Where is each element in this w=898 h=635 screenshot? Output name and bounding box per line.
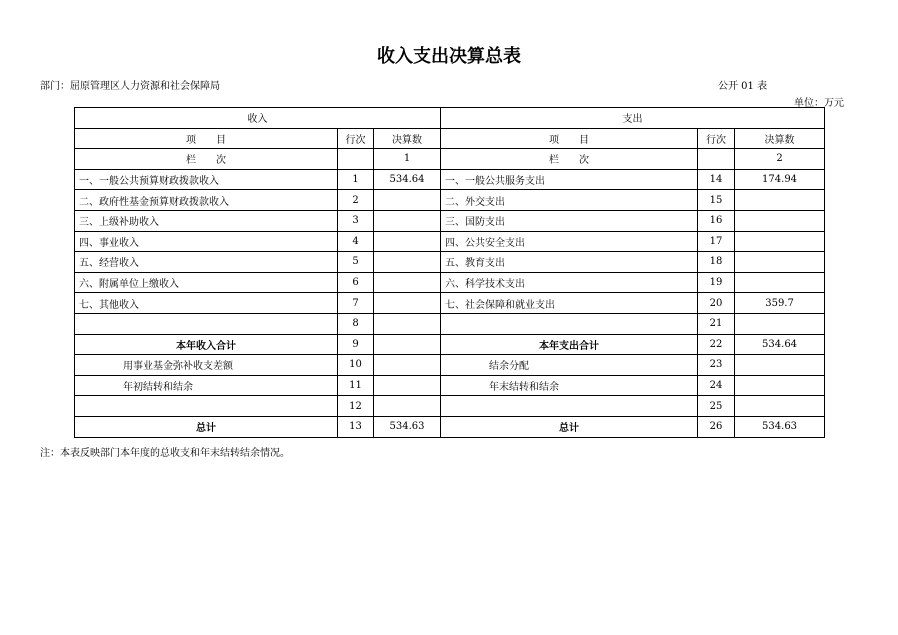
income-item: 三、上级补助收入 <box>75 210 338 231</box>
expense-amount: 534.63 <box>735 416 825 437</box>
table-row <box>75 190 825 211</box>
expense-item: 结余分配 <box>441 355 698 376</box>
expense-item: 七、社会保障和就业支出 <box>441 293 698 314</box>
income-item <box>75 313 338 334</box>
table-row <box>75 231 825 252</box>
income-item: 四、事业收入 <box>75 231 338 252</box>
income-item: 五、经营收入 <box>75 252 338 273</box>
table-row <box>75 375 825 396</box>
income-item: 七、其他收入 <box>75 293 338 314</box>
income-row-number: 1 <box>338 169 374 190</box>
income-amount <box>374 252 441 273</box>
expense-column-number: 2 <box>735 149 825 170</box>
income-row-number: 9 <box>338 334 374 355</box>
expense-row-number: 26 <box>698 416 735 437</box>
expense-amount <box>735 272 825 293</box>
income-amount <box>374 355 441 376</box>
income-column-number: 1 <box>374 149 441 170</box>
income-item: 用事业基金弥补收支差额 <box>75 355 338 376</box>
income-amount <box>374 190 441 211</box>
expense-row-number: 21 <box>698 313 735 334</box>
income-row-number: 10 <box>338 355 374 376</box>
expense-amount <box>735 355 825 376</box>
income-item-header: 项 目 <box>75 128 338 149</box>
expense-amount: 359.7 <box>735 293 825 314</box>
income-amount: 534.64 <box>374 169 441 190</box>
table-row <box>75 272 825 293</box>
expense-row-number: 24 <box>698 375 735 396</box>
expense-item: 三、国防支出 <box>441 210 698 231</box>
expense-amount <box>735 396 825 417</box>
income-row-number: 8 <box>338 313 374 334</box>
income-item: 本年收入合计 <box>75 334 338 355</box>
income-item: 六、附属单位上缴收入 <box>75 272 338 293</box>
table-row <box>75 313 825 334</box>
expense-amount <box>735 375 825 396</box>
expense-item: 一、一般公共服务支出 <box>441 169 698 190</box>
income-row-no-header: 行次 <box>338 128 374 149</box>
income-section-header: 收入 <box>75 108 441 129</box>
expense-row-number: 15 <box>698 190 735 211</box>
expense-column-label: 栏 次 <box>441 149 698 170</box>
income-item: 二、政府性基金预算财政拨款收入 <box>75 190 338 211</box>
expense-item: 本年支出合计 <box>441 334 698 355</box>
income-amount: 534.63 <box>374 416 441 437</box>
footnote: 注：本表反映部门本年度的总收支和年末结转结余情况。 <box>40 448 290 459</box>
page-title: 收入支出决算总表 <box>377 46 521 67</box>
income-item: 年初结转和结余 <box>75 375 338 396</box>
income-amount <box>374 210 441 231</box>
table-row <box>75 334 825 355</box>
expense-row-number: 19 <box>698 272 735 293</box>
expense-row-number: 22 <box>698 334 735 355</box>
expense-item: 年末结转和结余 <box>441 375 698 396</box>
expense-row-number: 20 <box>698 293 735 314</box>
income-item: 一、一般公共预算财政拨款收入 <box>75 169 338 190</box>
column-header-row <box>75 128 825 149</box>
income-amount <box>374 293 441 314</box>
expense-item: 五、教育支出 <box>441 252 698 273</box>
income-row-number: 4 <box>338 231 374 252</box>
income-row-number: 11 <box>338 375 374 396</box>
income-amount <box>374 231 441 252</box>
table-row <box>75 355 825 376</box>
expense-item: 四、公共安全支出 <box>441 231 698 252</box>
column-number-row <box>75 149 825 170</box>
income-amount-header: 决算数 <box>374 128 441 149</box>
expense-column-blank <box>698 149 735 170</box>
department-label: 部门：屈原管理区人力资源和社会保障局 <box>40 81 220 92</box>
expense-row-number: 16 <box>698 210 735 231</box>
income-row-number: 13 <box>338 416 374 437</box>
income-amount <box>374 396 441 417</box>
section-header-row <box>75 108 825 129</box>
income-row-number: 6 <box>338 272 374 293</box>
expense-amount: 174.94 <box>735 169 825 190</box>
expense-item: 二、外交支出 <box>441 190 698 211</box>
summary-table <box>74 107 825 438</box>
income-column-blank <box>338 149 374 170</box>
table-row <box>75 396 825 417</box>
income-item: 总计 <box>75 416 338 437</box>
expense-row-no-header: 行次 <box>698 128 735 149</box>
expense-amount <box>735 190 825 211</box>
form-number: 公开 01 表 <box>718 81 768 92</box>
expense-row-number: 23 <box>698 355 735 376</box>
income-column-label: 栏 次 <box>75 149 338 170</box>
expense-amount <box>735 252 825 273</box>
expense-amount: 534.64 <box>735 334 825 355</box>
income-amount <box>374 313 441 334</box>
table-row <box>75 210 825 231</box>
expense-amount <box>735 210 825 231</box>
income-row-number: 5 <box>338 252 374 273</box>
expense-item-header: 项 目 <box>441 128 698 149</box>
income-row-number: 7 <box>338 293 374 314</box>
income-row-number: 3 <box>338 210 374 231</box>
expense-section-header: 支出 <box>441 108 825 129</box>
income-row-number: 12 <box>338 396 374 417</box>
table-row <box>75 252 825 273</box>
expense-row-number: 25 <box>698 396 735 417</box>
expense-amount <box>735 231 825 252</box>
expense-item <box>441 313 698 334</box>
expense-row-number: 17 <box>698 231 735 252</box>
income-amount <box>374 272 441 293</box>
expense-row-number: 14 <box>698 169 735 190</box>
income-amount <box>374 375 441 396</box>
expense-item: 总计 <box>441 416 698 437</box>
expense-item <box>441 396 698 417</box>
expense-amount <box>735 313 825 334</box>
table-row <box>75 416 825 437</box>
income-row-number: 2 <box>338 190 374 211</box>
expense-row-number: 18 <box>698 252 735 273</box>
expense-amount-header: 决算数 <box>735 128 825 149</box>
table-row <box>75 293 825 314</box>
table-row <box>75 169 825 190</box>
income-amount <box>374 334 441 355</box>
expense-item: 六、科学技术支出 <box>441 272 698 293</box>
income-item <box>75 396 338 417</box>
unit-label: 单位：万元 <box>794 98 844 109</box>
